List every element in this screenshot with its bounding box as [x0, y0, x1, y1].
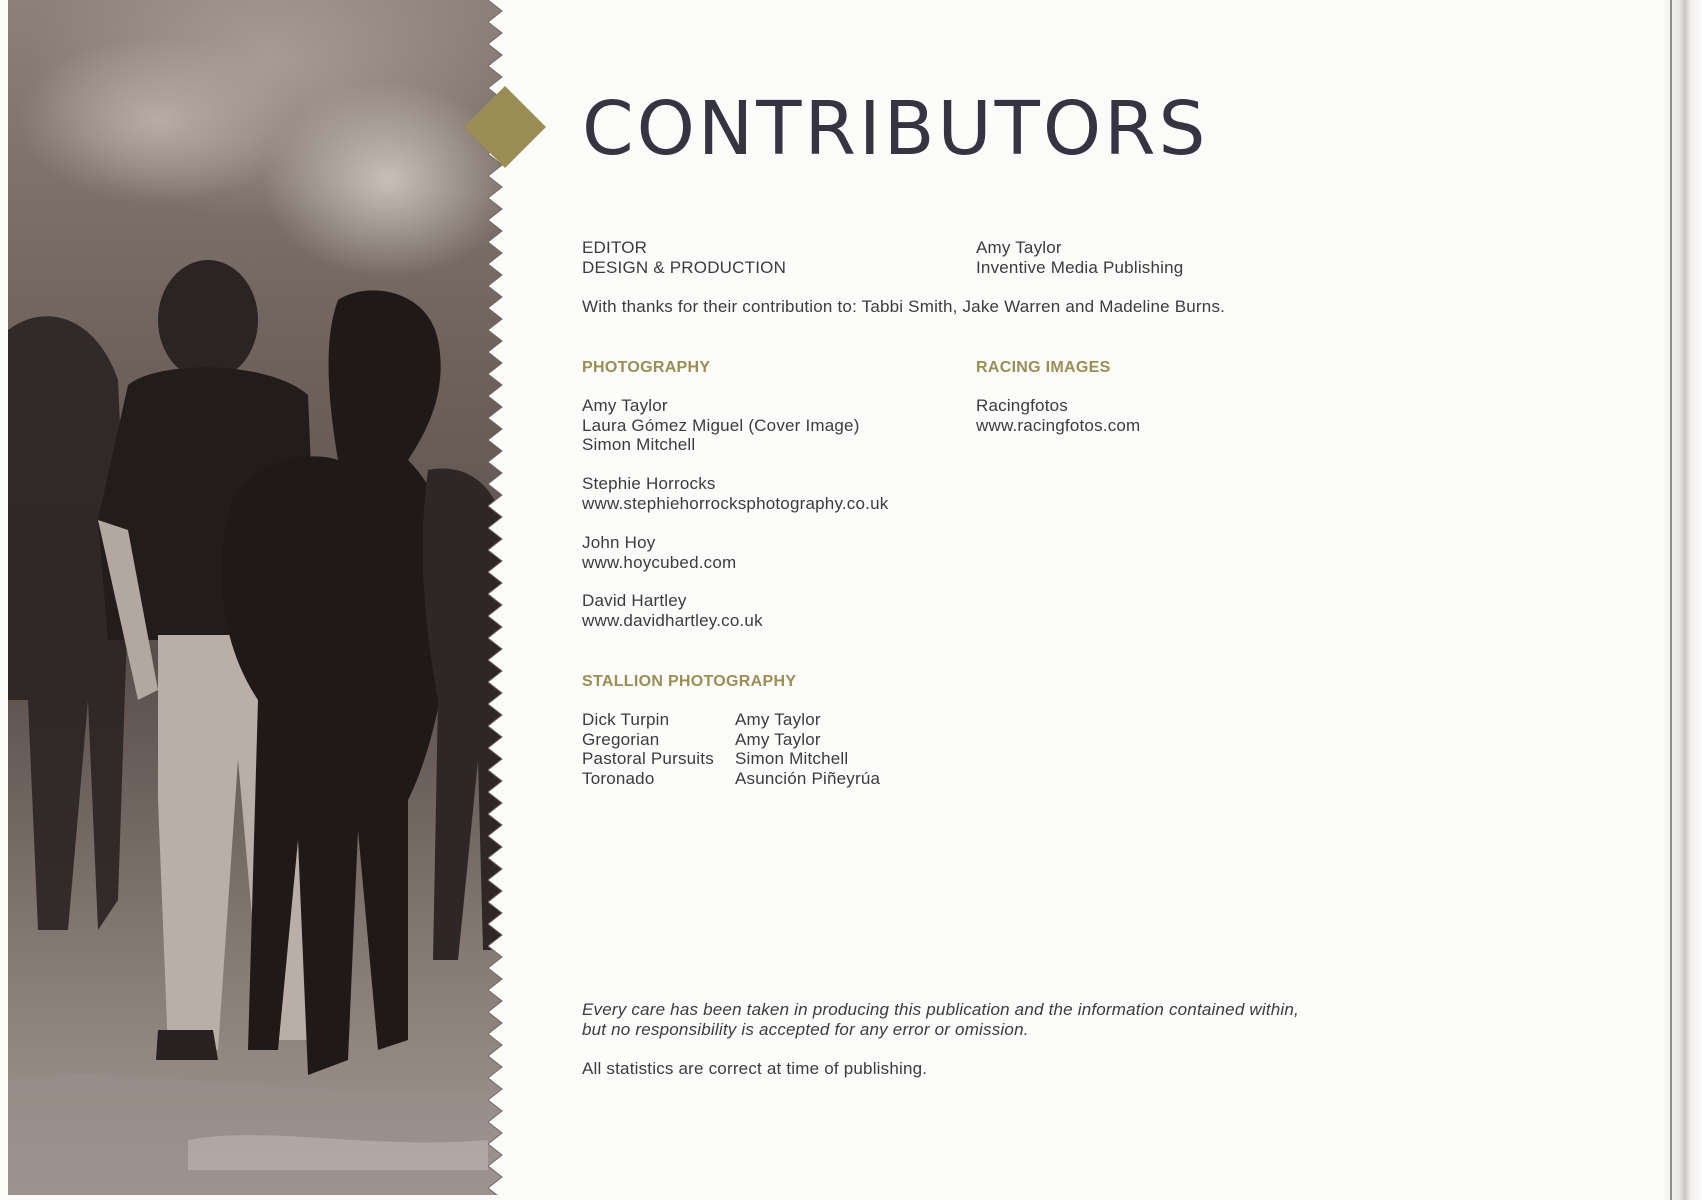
- photographer-john-hoy: John Hoy: [582, 533, 656, 552]
- disclaimer-line-1: Every care has been taken in producing this publication and the information contained within,: [582, 1000, 1299, 1019]
- photography-group-2: [582, 474, 888, 513]
- credit-roles: [582, 238, 786, 277]
- stallion-photographers: [735, 710, 880, 788]
- racingfotos-name: Racingfotos: [976, 396, 1068, 415]
- stallion-photographer: Amy Taylor: [735, 729, 821, 749]
- photography-group-3: [582, 533, 736, 572]
- name-editor: Amy Taylor: [976, 238, 1062, 257]
- thanks-line: With thanks for their contribution to: Tabbi Smith, Jake Warren and Madeline Burns.: [582, 297, 1226, 316]
- disclaimer: [582, 1000, 1299, 1039]
- racing-images-heading: RACING IMAGES: [976, 359, 1111, 376]
- stallion-photographer: Amy Taylor: [735, 710, 821, 729]
- stallion-name: Pastoral Pursuits: [582, 749, 714, 768]
- stallion-name: Toronado: [582, 768, 655, 788]
- photographer-amy-taylor: Amy Taylor: [582, 396, 668, 415]
- stallion-photography-heading: STALLION PHOTOGRAPHY: [582, 673, 797, 690]
- photography-group-4: [582, 591, 763, 630]
- stallion-photographer: Simon Mitchell: [735, 749, 849, 768]
- disclaimer-line-2: but no responsibility is accepted for any error or omission.: [582, 1019, 1029, 1039]
- zigzag-border: [488, 0, 512, 1195]
- photographer-laura-gomez: Laura Gómez Miguel (Cover Image): [582, 415, 860, 435]
- stallion-names: [582, 710, 714, 788]
- website-stephiehorrocks: www.stephiehorrocksphotography.co.uk: [582, 493, 889, 513]
- website-hoycubed: www.hoycubed.com: [582, 552, 737, 572]
- credit-names: [976, 238, 1183, 277]
- role-design-production: DESIGN & PRODUCTION: [582, 257, 787, 277]
- name-design-production: Inventive Media Publishing: [976, 257, 1184, 277]
- photographer-simon-mitchell: Simon Mitchell: [582, 435, 696, 454]
- website-davidhartley: www.davidhartley.co.uk: [582, 610, 763, 630]
- photographer-david-hartley: David Hartley: [582, 591, 687, 610]
- role-editor: EDITOR: [582, 238, 648, 257]
- stallion-name: Dick Turpin: [582, 710, 670, 729]
- spine-edge: [1670, 0, 1672, 1200]
- stallion-photographer: Asunción Piñeyrúa: [735, 768, 881, 788]
- page-title: CONTRIBUTORS: [582, 86, 1209, 172]
- racing-images-list: [976, 396, 1140, 435]
- stallion-name: Gregorian: [582, 729, 660, 749]
- photography-group-1: [582, 396, 860, 455]
- statistics-note: All statistics are correct at time of publishing.: [582, 1059, 928, 1078]
- horses-photo: [8, 0, 508, 1195]
- photography-heading: PHOTOGRAPHY: [582, 359, 711, 376]
- racingfotos-website: www.racingfotos.com: [976, 415, 1141, 435]
- photographer-stephie-horrocks: Stephie Horrocks: [582, 474, 716, 493]
